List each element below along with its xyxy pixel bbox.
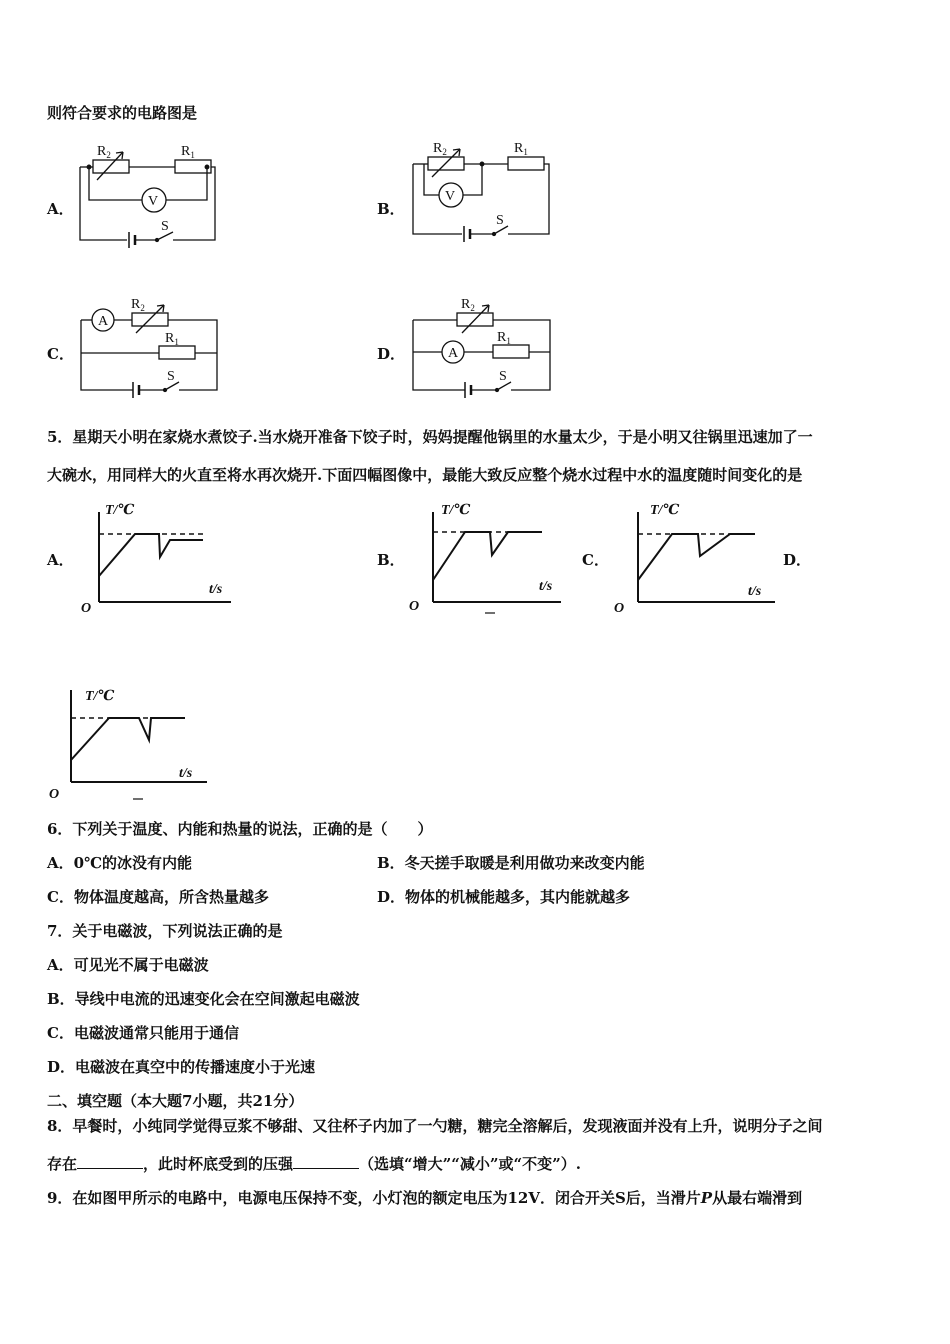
graph-c-x-label: t/s	[748, 584, 762, 599]
graph-a-origin: O	[81, 601, 92, 616]
q5-line2: 大碗水，用同样大的火直至将水再次烧开.下面四幅图像中，最能大致反应整个烧水过程中水的温度随时间变化的是	[47, 466, 803, 484]
graph-b	[405, 500, 575, 615]
circuit-option-d-label: D．	[377, 345, 406, 363]
graph-option-b-label: B．	[377, 551, 405, 569]
q9-line1-part2: 从最右端滑到	[712, 1189, 803, 1207]
q9-slider-p: P	[700, 1189, 713, 1207]
graph-c-y-label: T/℃	[650, 503, 680, 518]
circuit-diagram-d	[407, 294, 557, 394]
graph-d-x-label: t/s	[179, 766, 193, 781]
circuit-a-voltmeter-label: V	[148, 194, 159, 209]
circuit-a-switch-label: S	[161, 219, 169, 234]
circuit-b-r1-label: $R_1$	[514, 141, 528, 157]
circuit-option-a-label: A．	[47, 200, 74, 218]
q8-line2	[47, 1154, 581, 1174]
circuit-c-ammeter-label: A	[98, 314, 109, 329]
q9-line1-part1: 9．在如图甲所示的电路中，电源电压保持不变，小灯泡的额定电压为12V．闭合开关S后，当滑片	[47, 1189, 701, 1207]
circuit-diagram-b	[408, 138, 558, 248]
circuit-d-ammeter-label: A	[448, 346, 459, 361]
circuit-c-r2-label: $R_2$	[131, 297, 145, 313]
q7-option-d: D．电磁波在真空中的传播速度小于光速	[47, 1058, 316, 1076]
graph-b-x-label: t/s	[539, 579, 553, 594]
graph-a-x-label: t/s	[209, 582, 223, 597]
graph-option-d-label: D．	[783, 551, 812, 569]
q8-line2-part2: ，此时杯底受到的压强	[143, 1155, 294, 1173]
graph-b-y-label: T/℃	[441, 503, 471, 518]
q6-option-d: D．物体的机械能越多，其内能就越多	[377, 888, 631, 906]
graph-option-a-label: A．	[47, 551, 74, 569]
circuit-option-b-label: B．	[377, 200, 405, 218]
section-2-heading: 二、填空题（本大题7小题，共21分）	[47, 1092, 304, 1110]
graph-c-origin: O	[614, 601, 625, 616]
circuit-d-r1-label: $R_1$	[497, 330, 511, 346]
graph-d-y-label: T/℃	[85, 689, 115, 704]
q7-option-c: C．电磁波通常只能用于通信	[47, 1024, 239, 1042]
circuit-diagram-c	[75, 295, 225, 395]
graph-c	[610, 500, 790, 615]
circuit-d-r2-label: $R_2$	[461, 297, 475, 313]
circuit-a-r1-label: $R_1$	[181, 144, 195, 160]
graph-a-y-label: T/℃	[105, 503, 135, 518]
q8-line2-part1: 存在	[47, 1155, 78, 1173]
circuit-option-c-label: C．	[47, 345, 74, 363]
graph-option-c-label: C．	[582, 551, 609, 569]
circuit-b-r2-label: $R_2$	[433, 141, 447, 157]
q7-option-a: A．可见光不属于电磁波	[47, 956, 209, 974]
q5-line1: 5．星期天小明在家烧水煮饺子.当水烧开准备下饺子时，妈妈提醒他锅里的水量太少，于是小明又往锅里迅速加了一	[47, 428, 813, 446]
circuit-b-switch-label: S	[496, 213, 504, 228]
graph-b-origin: O	[409, 599, 420, 614]
circuit-d-switch-label: S	[499, 369, 507, 384]
q8-blank-2[interactable]	[293, 1154, 359, 1169]
circuit-c-switch-label: S	[167, 369, 175, 384]
circuit-c-r1-label: $R_1$	[165, 331, 179, 347]
q8-line1: 8．早餐时，小纯同学觉得豆浆不够甜、又往杯子内加了一勺糖，糖完全溶解后，发现液面并没有上升，说明分子之间	[47, 1117, 823, 1135]
q6-option-b: B．冬天搓手取暖是利用做功来改变内能	[377, 854, 645, 872]
graph-d-origin: O	[49, 787, 60, 802]
circuit-a-r2-label: $R_2$	[97, 144, 111, 160]
q8-line2-part3: （选填“增大”“减小”或“不变”）.	[359, 1155, 582, 1173]
q7-option-b: B．导线中电流的迅速变化会在空间激起电磁波	[47, 990, 360, 1008]
q6-option-c: C．物体温度越高，所含热量越多	[47, 888, 269, 906]
circuit-b-voltmeter-label: V	[445, 189, 456, 204]
q6-option-a: A．0℃的冰没有内能	[47, 854, 193, 872]
q8-blank-1[interactable]	[77, 1154, 143, 1169]
q6-stem: 6．下列关于温度、内能和热量的说法，正确的是（ ）	[47, 820, 433, 838]
circuit-diagram-a	[75, 140, 225, 250]
q9-line1	[47, 1188, 802, 1208]
q4-tail-text: 则符合要求的电路图是	[47, 104, 198, 122]
graph-a	[75, 500, 245, 615]
q7-stem: 7．关于电磁波，下列说法正确的是	[47, 922, 283, 940]
graph-d	[45, 682, 220, 802]
